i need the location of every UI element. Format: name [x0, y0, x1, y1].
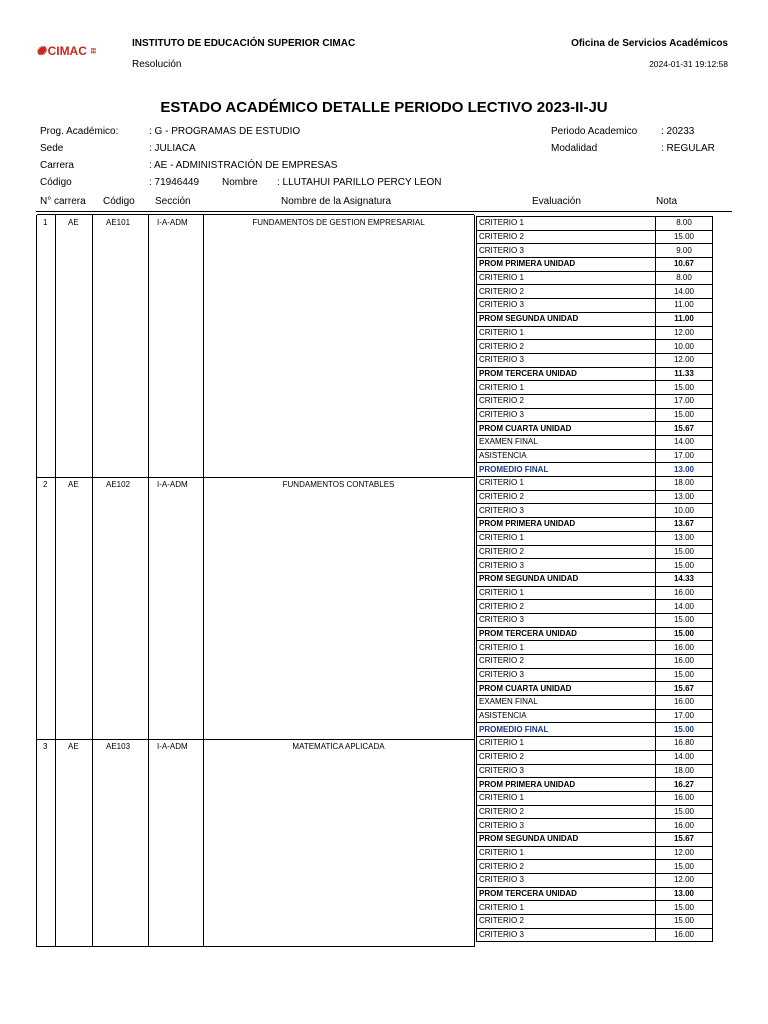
evaluation-row	[477, 312, 713, 326]
evaluation-nota: 8.00	[656, 217, 713, 231]
periodo-value: : 20233	[661, 126, 695, 137]
evaluation-nota: 17.00	[656, 709, 713, 723]
evaluation-label: CRITERIO 2	[477, 340, 656, 354]
evaluation-nota: 16.00	[656, 655, 713, 669]
institution-logo	[36, 44, 96, 58]
evaluation-nota: 8.00	[656, 271, 713, 285]
row-divider	[37, 739, 474, 740]
evaluation-nota: 12.00	[656, 353, 713, 367]
evaluation-nota: 15.67	[656, 682, 713, 696]
evaluation-row	[477, 874, 713, 888]
evaluation-label: CRITERIO 2	[477, 655, 656, 669]
evaluation-nota: 14.00	[656, 285, 713, 299]
course-table	[36, 215, 475, 947]
course-2-carrera: AE	[68, 480, 79, 489]
evaluation-label: CRITERIO 3	[477, 299, 656, 313]
evaluation-label: CRITERIO 1	[477, 846, 656, 860]
evaluation-label: ASISTENCIA	[477, 449, 656, 463]
timestamp: 2024-01-31 19:12:58	[649, 59, 728, 69]
evaluation-label: PROM SEGUNDA UNIDAD	[477, 312, 656, 326]
evaluation-label: CRITERIO 3	[477, 353, 656, 367]
evaluation-label: CRITERIO 2	[477, 860, 656, 874]
evaluation-row	[477, 285, 713, 299]
course-1-seccion: I-A-ADM	[157, 218, 188, 227]
evaluation-nota: 9.00	[656, 244, 713, 258]
evaluation-row	[477, 641, 713, 655]
evaluation-row	[477, 463, 713, 477]
evaluation-label: CRITERIO 3	[477, 874, 656, 888]
row-divider	[37, 214, 474, 215]
evaluation-nota: 15.00	[656, 627, 713, 641]
modalidad-value: : REGULAR	[661, 143, 715, 154]
evaluation-nota: 12.00	[656, 326, 713, 340]
evaluation-label: CRITERIO 1	[477, 477, 656, 491]
evaluation-row	[477, 490, 713, 504]
evaluation-row	[477, 819, 713, 833]
evaluation-label: CRITERIO 3	[477, 504, 656, 518]
column-divider	[55, 215, 56, 946]
evaluation-label: CRITERIO 1	[477, 586, 656, 600]
prog-value: : G - PROGRAMAS DE ESTUDIO	[149, 126, 301, 137]
evaluation-nota: 15.00	[656, 723, 713, 737]
column-divider	[203, 215, 204, 946]
column-divider	[92, 215, 93, 946]
evaluation-row	[477, 600, 713, 614]
evaluation-row	[477, 627, 713, 641]
evaluation-nota: 12.00	[656, 846, 713, 860]
evaluation-nota: 17.00	[656, 394, 713, 408]
modalidad-label: Modalidad	[551, 143, 598, 154]
evaluation-nota: 13.67	[656, 518, 713, 532]
evaluation-nota: 14.00	[656, 600, 713, 614]
evaluation-row	[477, 559, 713, 573]
evaluation-label: EXAMEN FINAL	[477, 436, 656, 450]
logo-text: CIMAC	[47, 44, 87, 58]
evaluation-label: CRITERIO 1	[477, 791, 656, 805]
col-n-carrera: N° carrera	[40, 196, 86, 207]
evaluation-label: CRITERIO 3	[477, 928, 656, 942]
evaluation-row	[477, 340, 713, 354]
evaluation-row	[477, 230, 713, 244]
periodo-label: Periodo Academico	[551, 126, 638, 137]
col-asignatura: Nombre de la Asignatura	[281, 196, 392, 207]
evaluation-row	[477, 901, 713, 915]
evaluation-nota: 13.00	[656, 887, 713, 901]
evaluation-nota: 14.33	[656, 572, 713, 586]
course-3-carrera: AE	[68, 742, 79, 751]
evaluation-row	[477, 791, 713, 805]
evaluation-row	[477, 709, 713, 723]
evaluation-row	[477, 572, 713, 586]
evaluation-nota: 14.00	[656, 750, 713, 764]
evaluation-label: PROM TERCERA UNIDAD	[477, 887, 656, 901]
evaluation-label: ASISTENCIA	[477, 709, 656, 723]
evaluation-label: CRITERIO 2	[477, 545, 656, 559]
evaluation-nota: 14.00	[656, 436, 713, 450]
evaluation-row	[477, 217, 713, 231]
evaluation-nota: 12.00	[656, 874, 713, 888]
evaluation-nota: 15.67	[656, 422, 713, 436]
evaluation-row	[477, 353, 713, 367]
evaluation-nota: 17.00	[656, 449, 713, 463]
evaluation-row	[477, 928, 713, 942]
evaluation-nota: 11.00	[656, 312, 713, 326]
evaluation-nota: 16.00	[656, 791, 713, 805]
evaluation-label: CRITERIO 2	[477, 915, 656, 929]
evaluation-nota: 13.00	[656, 463, 713, 477]
evaluation-row	[477, 655, 713, 669]
evaluation-label: PROM SEGUNDA UNIDAD	[477, 572, 656, 586]
evaluation-label: CRITERIO 1	[477, 641, 656, 655]
logo-mark-icon: ✺	[36, 44, 46, 58]
evaluation-label: CRITERIO 1	[477, 271, 656, 285]
evaluation-nota: 13.00	[656, 531, 713, 545]
evaluation-row	[477, 586, 713, 600]
evaluation-label: CRITERIO 1	[477, 381, 656, 395]
evaluation-nota: 13.00	[656, 490, 713, 504]
sede-value: : JULIACA	[149, 143, 196, 154]
evaluation-label: PROM SEGUNDA UNIDAD	[477, 832, 656, 846]
office-name: Oficina de Servicios Académicos	[571, 38, 728, 49]
evaluation-row	[477, 737, 713, 751]
evaluation-row	[477, 887, 713, 901]
evaluation-label: CRITERIO 1	[477, 326, 656, 340]
evaluation-label: CRITERIO 3	[477, 613, 656, 627]
evaluation-label: PROM PRIMERA UNIDAD	[477, 778, 656, 792]
evaluation-label: PROM PRIMERA UNIDAD	[477, 258, 656, 272]
evaluation-row	[477, 860, 713, 874]
evaluation-label: CRITERIO 3	[477, 819, 656, 833]
evaluation-label: CRITERIO 2	[477, 394, 656, 408]
evaluation-row	[477, 668, 713, 682]
evaluation-nota: 18.00	[656, 477, 713, 491]
row-divider	[37, 477, 474, 478]
evaluation-nota: 16.00	[656, 696, 713, 710]
evaluation-label: CRITERIO 1	[477, 217, 656, 231]
col-nota: Nota	[656, 196, 678, 207]
evaluation-table	[476, 216, 713, 942]
evaluation-row	[477, 244, 713, 258]
evaluation-row	[477, 504, 713, 518]
evaluation-label: CRITERIO 3	[477, 408, 656, 422]
evaluation-nota: 15.67	[656, 832, 713, 846]
evaluation-nota: 10.00	[656, 504, 713, 518]
evaluation-row	[477, 805, 713, 819]
course-1-carrera: AE	[68, 218, 79, 227]
evaluation-nota: 16.27	[656, 778, 713, 792]
evaluation-row	[477, 258, 713, 272]
sede-label: Sede	[40, 143, 64, 154]
evaluation-row	[477, 778, 713, 792]
evaluation-nota: 15.00	[656, 230, 713, 244]
evaluation-label: EXAMEN FINAL	[477, 696, 656, 710]
evaluation-nota: 10.00	[656, 340, 713, 354]
evaluation-label: CRITERIO 1	[477, 531, 656, 545]
carrera-label: Carrera	[40, 160, 74, 171]
evaluation-label: PROM PRIMERA UNIDAD	[477, 518, 656, 532]
evaluation-row	[477, 326, 713, 340]
evaluation-label: PROM TERCERA UNIDAD	[477, 627, 656, 641]
evaluation-row	[477, 915, 713, 929]
evaluation-nota: 18.00	[656, 764, 713, 778]
evaluation-row	[477, 846, 713, 860]
evaluation-label: PROM TERCERA UNIDAD	[477, 367, 656, 381]
evaluation-label: PROM CUARTA UNIDAD	[477, 682, 656, 696]
evaluation-row	[477, 271, 713, 285]
nombre-label: Nombre	[222, 177, 258, 188]
evaluation-nota: 10.67	[656, 258, 713, 272]
evaluation-nota: 15.00	[656, 613, 713, 627]
evaluation-row	[477, 381, 713, 395]
evaluation-label: PROM CUARTA UNIDAD	[477, 422, 656, 436]
evaluation-nota: 15.00	[656, 668, 713, 682]
evaluation-nota: 15.00	[656, 381, 713, 395]
evaluation-row	[477, 832, 713, 846]
evaluation-label: CRITERIO 2	[477, 490, 656, 504]
col-codigo: Código	[103, 196, 135, 207]
evaluation-nota: 15.00	[656, 408, 713, 422]
evaluation-label: CRITERIO 3	[477, 668, 656, 682]
evaluation-row	[477, 394, 713, 408]
evaluation-row	[477, 613, 713, 627]
evaluation-nota: 15.00	[656, 915, 713, 929]
col-seccion: Sección	[155, 196, 191, 207]
evaluation-nota: 16.00	[656, 586, 713, 600]
evaluation-label: CRITERIO 2	[477, 600, 656, 614]
evaluation-label: CRITERIO 3	[477, 244, 656, 258]
evaluation-nota: 11.00	[656, 299, 713, 313]
evaluation-row	[477, 764, 713, 778]
evaluation-label: CRITERIO 2	[477, 750, 656, 764]
evaluation-row	[477, 723, 713, 737]
evaluation-row	[477, 545, 713, 559]
evaluation-nota: 16.80	[656, 737, 713, 751]
page-title: ESTADO ACADÉMICO DETALLE PERIODO LECTIVO 2023-II-JU	[160, 99, 608, 116]
evaluation-label: PROMEDIO FINAL	[477, 463, 656, 477]
evaluation-nota: 15.00	[656, 805, 713, 819]
logo-tagline-icon: ▮▮▮ ▮▮▮	[90, 47, 96, 54]
evaluation-row	[477, 750, 713, 764]
evaluation-row	[477, 696, 713, 710]
evaluation-label: CRITERIO 2	[477, 805, 656, 819]
evaluation-row	[477, 531, 713, 545]
evaluation-nota: 15.00	[656, 559, 713, 573]
evaluation-row	[477, 682, 713, 696]
evaluation-row	[477, 408, 713, 422]
evaluation-row	[477, 518, 713, 532]
nombre-value: : LLUTAHUI PARILLO PERCY LEON	[277, 177, 442, 188]
evaluation-nota: 16.00	[656, 819, 713, 833]
evaluation-row	[477, 367, 713, 381]
evaluation-row	[477, 436, 713, 450]
course-3-n: 3	[43, 742, 48, 751]
evaluation-nota: 16.00	[656, 641, 713, 655]
course-2-codigo: AE102	[106, 480, 131, 489]
document-type: Resolución	[132, 59, 182, 70]
evaluation-nota: 11.33	[656, 367, 713, 381]
course-1-nombre: FUNDAMENTOS DE GESTION EMPRESARIAL	[252, 218, 425, 227]
evaluation-nota: 15.00	[656, 545, 713, 559]
prog-label: Prog. Académico:	[40, 126, 119, 137]
codigo-label: Código	[40, 177, 72, 188]
evaluation-label: CRITERIO 3	[477, 559, 656, 573]
evaluation-nota: 15.00	[656, 901, 713, 915]
evaluation-nota: 16.00	[656, 928, 713, 942]
course-2-n: 2	[43, 480, 48, 489]
evaluation-row	[477, 477, 713, 491]
evaluation-label: CRITERIO 1	[477, 737, 656, 751]
header-divider	[36, 211, 732, 212]
course-3-codigo: AE103	[106, 742, 131, 751]
evaluation-label: CRITERIO 1	[477, 901, 656, 915]
column-divider	[148, 215, 149, 946]
evaluation-row	[477, 299, 713, 313]
institution-name: INSTITUTO DE EDUCACIÓN SUPERIOR CIMAC	[132, 38, 356, 49]
evaluation-label: PROMEDIO FINAL	[477, 723, 656, 737]
evaluation-label: CRITERIO 3	[477, 764, 656, 778]
col-evaluacion: Evaluación	[532, 196, 581, 207]
codigo-value: : 71946449	[149, 177, 200, 188]
carrera-value: : AE - ADMINISTRACIÓN DE EMPRESAS	[149, 160, 338, 171]
course-2-seccion: I-A-ADM	[157, 480, 188, 489]
course-1-n: 1	[43, 218, 48, 227]
evaluation-nota: 15.00	[656, 860, 713, 874]
evaluation-row	[477, 449, 713, 463]
course-1-codigo: AE101	[106, 218, 131, 227]
evaluation-label: CRITERIO 2	[477, 230, 656, 244]
course-2-nombre: FUNDAMENTOS CONTABLES	[282, 480, 395, 489]
course-3-nombre: MATEMATICA APLICADA	[292, 742, 385, 751]
evaluation-label: CRITERIO 2	[477, 285, 656, 299]
evaluation-row	[477, 422, 713, 436]
course-3-seccion: I-A-ADM	[157, 742, 188, 751]
